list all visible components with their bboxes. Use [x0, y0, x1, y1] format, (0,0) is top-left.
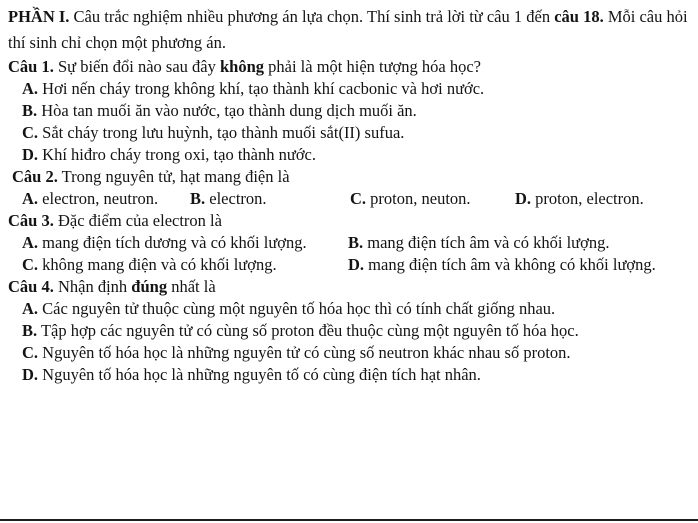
question-4-number: Câu 4. [8, 277, 54, 296]
option-text: Hơi nến cháy trong không khí, tạo thành khí cacbonic và hơi nước. [38, 79, 485, 98]
question-4-stem-text-end: nhất là [167, 277, 216, 296]
question-1-number: Câu 1. [8, 57, 54, 76]
question-1-stem-text-end: phải là một hiện tượng hóa học? [264, 57, 482, 76]
question-4-stem-text: Nhận định [53, 277, 132, 296]
option-text: electron, neutron. [38, 189, 159, 208]
question-1-option-a [8, 78, 690, 100]
option-letter: A. [22, 299, 39, 318]
question-1-option-d [8, 144, 690, 166]
question-4-option-c [8, 342, 690, 364]
question-3-option-a [22, 232, 348, 254]
question-4-option-b [8, 320, 690, 342]
question-2-option-b [190, 188, 350, 210]
question-2-number: Câu 2. [12, 167, 58, 186]
exam-instructions [8, 4, 690, 56]
question-1-stem-emphasis: không [219, 57, 265, 76]
question-3-stem-text: Đặc điểm của electron là [53, 211, 222, 230]
option-letter: C. [22, 123, 39, 142]
option-letter: A. [22, 79, 39, 98]
question-3-number: Câu 3. [8, 211, 54, 230]
option-letter: C. [22, 255, 39, 274]
question-4-stem [8, 276, 690, 298]
question-4-option-d [8, 364, 690, 386]
question-1 [8, 56, 690, 166]
question-2-option-d [515, 188, 644, 210]
option-letter: D. [22, 365, 39, 384]
question-4-option-a [8, 298, 690, 320]
question-3-option-b [348, 232, 609, 254]
option-text: mang điện tích âm và không có khối lượng. [364, 255, 656, 274]
option-letter: B. [348, 233, 364, 252]
option-letter: B. [190, 189, 206, 208]
section-label: PHẦN I. [8, 7, 70, 26]
option-letter: C. [350, 189, 367, 208]
option-letter: B. [22, 321, 38, 340]
option-text: Nguyên tố hóa học là những nguyên tử có cùng số neutron khác nhau số proton. [38, 343, 571, 362]
question-2-option-a [22, 188, 190, 210]
question-1-stem [8, 56, 690, 78]
option-letter: C. [22, 343, 39, 362]
question-2-options-row [8, 188, 690, 210]
instructions-emphasis: câu 18. [554, 7, 604, 26]
question-3-options-row-2 [8, 254, 690, 276]
question-2-stem-text: Trong nguyên tử, hạt mang điện là [57, 167, 290, 186]
option-text: Sắt cháy trong lưu huỳnh, tạo thành muối sắt(II) sufua. [38, 123, 405, 142]
question-2-stem [8, 166, 690, 188]
question-4-stem-emphasis: đúng [131, 277, 168, 296]
option-letter: A. [22, 189, 39, 208]
question-3-option-d [348, 254, 656, 276]
option-text: không mang điện và có khối lượng. [38, 255, 277, 274]
instructions-text-1: Câu trắc nghiệm nhiều phương án lựa chọn. Thí sinh trả lời từ câu 1 đến [69, 7, 555, 26]
option-letter: D. [515, 189, 532, 208]
option-text: electron. [205, 189, 267, 208]
option-text: proton, electron. [531, 189, 644, 208]
question-2 [8, 166, 690, 210]
question-1-option-c [8, 122, 690, 144]
question-4 [8, 276, 690, 386]
option-letter: A. [22, 233, 39, 252]
option-text: Các nguyên tử thuộc cùng một nguyên tố hóa học thì có tính chất giống nhau. [38, 299, 556, 318]
option-text: mang điện tích dương và có khối lượng. [38, 233, 307, 252]
option-text: proton, neuton. [366, 189, 471, 208]
option-text: Hòa tan muối ăn vào nước, tạo thành dung dịch muối ăn. [37, 101, 417, 120]
option-text: Tập hợp các nguyên tử có cùng số proton đều thuộc cùng một nguyên tố hóa học. [37, 321, 579, 340]
option-letter: D. [348, 255, 365, 274]
question-1-stem-text: Sự biến đổi nào sau đây [53, 57, 220, 76]
option-letter: D. [22, 145, 39, 164]
option-letter: B. [22, 101, 38, 120]
question-1-option-b [8, 100, 690, 122]
option-text: Nguyên tố hóa học là những nguyên tố có cùng điện tích hạt nhân. [38, 365, 481, 384]
question-3 [8, 210, 690, 276]
question-3-stem [8, 210, 690, 232]
option-text: Khí hiđro cháy trong oxi, tạo thành nước. [38, 145, 316, 164]
page-bottom-divider [0, 519, 698, 521]
instructions-text-2: Mỗi câu hỏi thí sinh chỉ chọn một phương án. [8, 7, 688, 52]
question-3-options-row-1 [8, 232, 690, 254]
question-2-option-c [350, 188, 515, 210]
option-text: mang điện tích âm và có khối lượng. [363, 233, 610, 252]
question-3-option-c [22, 254, 348, 276]
